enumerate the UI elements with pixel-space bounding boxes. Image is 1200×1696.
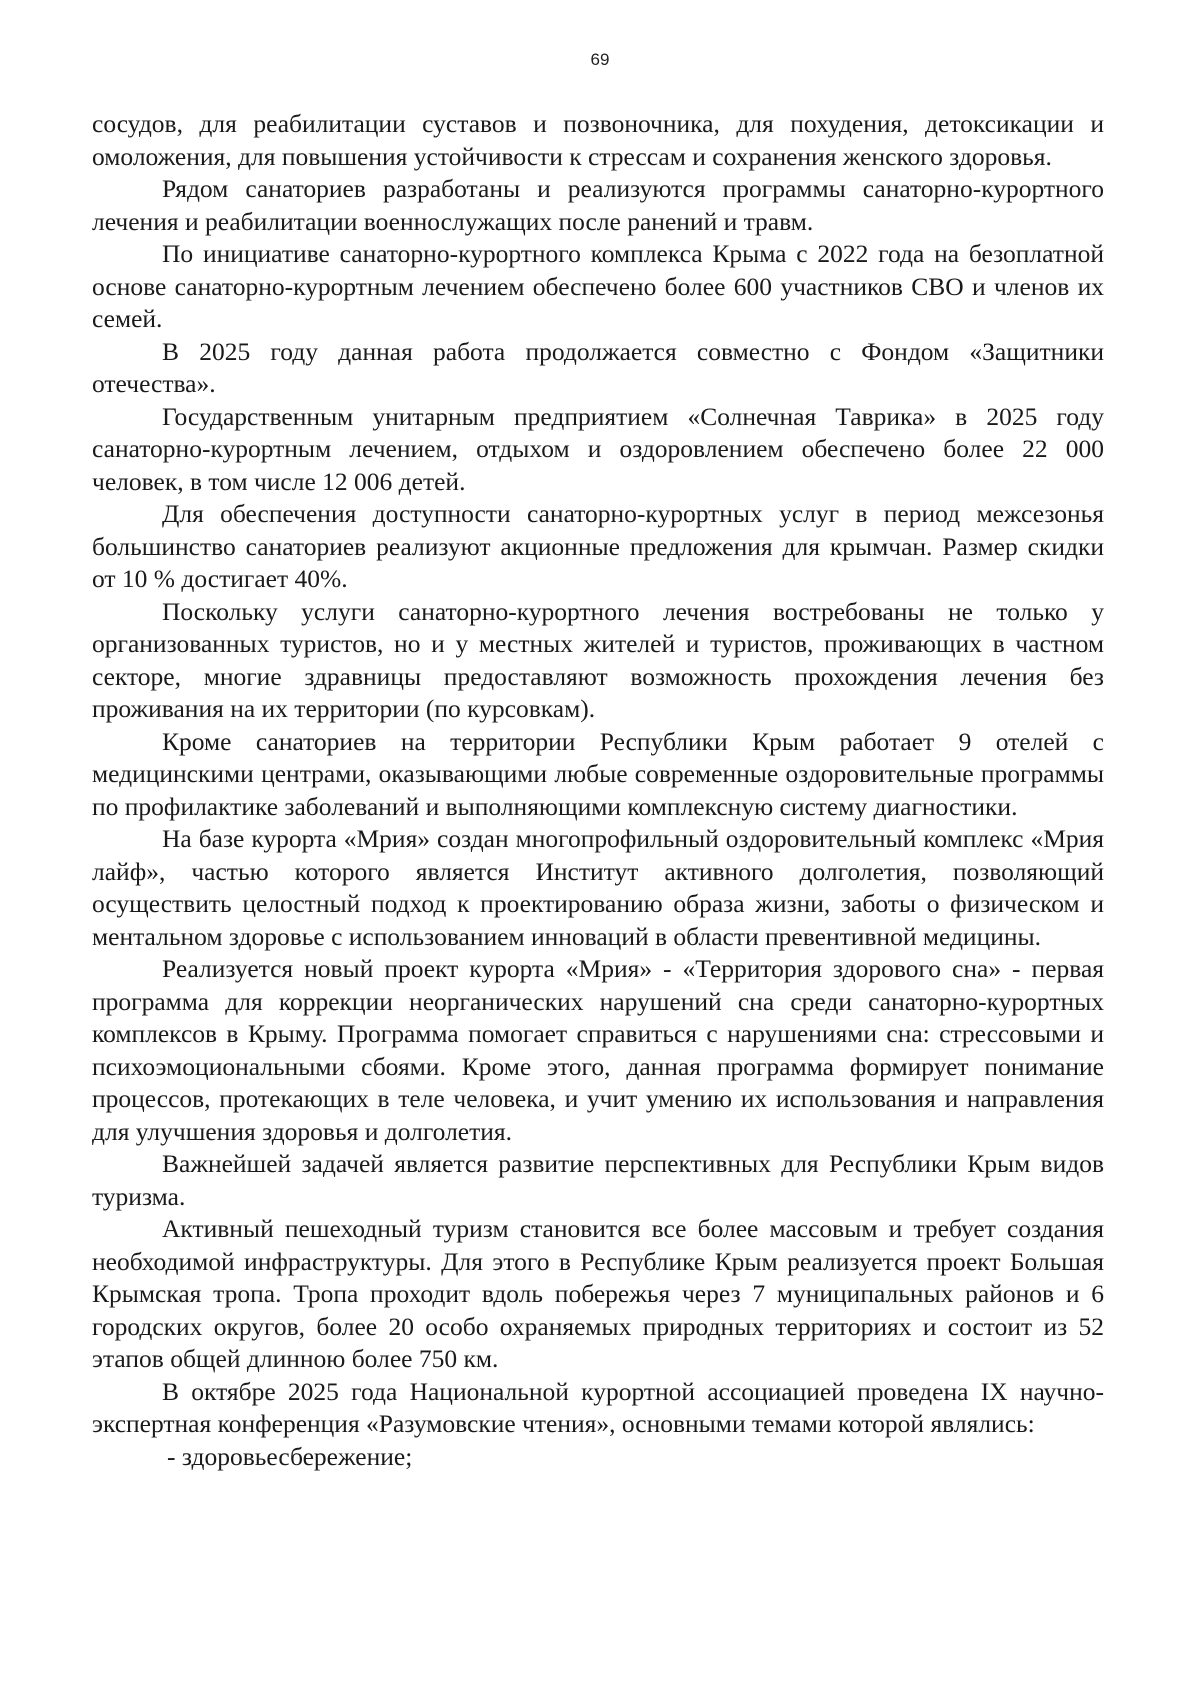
paragraph-crimean-trail: Активный пешеходный туризм становится все более массовым и требует создания необходимой инфраструктуры. Для этого в Республике Крым реализуется проект Большая Крымская тропа. Тропа проходит вдоль побережья через 7 муниципальных районов и 6 городских округов, более 20 особо охраняемых природных территориях и состоит из 52 этапов общей длинною более 750 км. — [92, 1214, 1104, 1373]
paragraph-healthy-sleep: Реализуется новый проект курорта «Мрия» - «Территория здорового сна» - первая программа для коррекции неорганических нарушений сна среди санаторно-курортных комплексов в Крыму. Программа помогает справиться с нарушениями сна: стрессовыми и психоэмоциональными сбоями. Кроме этого, данная программа формирует понимание процессов, протекающих в теле человека, и учит умению их использования и направления для улучшения здоровья и долголетия. — [92, 954, 1104, 1146]
list-item-health-saving: - здоровьесбережение; — [167, 1441, 413, 1471]
paragraph-treatment-without-stay: Поскольку услуги санаторно-курортного лечения востребованы не только у организованных туристов, но и у местных жителей и туристов, проживающих в частном секторе, многие здравницы предоставляют возможность прохождения лечения без проживания на их территории (по курсовкам). — [92, 596, 1104, 723]
paragraph-rehabilitation-programs: Рядом санаториев разработаны и реализуются программы санаторно-курортного лечения и реабилитации военнослужащих после ранений и травм. — [92, 174, 1104, 236]
paragraph-razumovsky-readings: В октябре 2025 года Национальной курортной ассоциацией проведена IX научно-экспертная конференция «Разумовские чтения», основными темами которой являлись: — [92, 1376, 1104, 1438]
paragraph-hotels-medical-centers: Кроме санаториев на территории Республики Крым работает 9 отелей с медицинскими центрами, оказывающими любые современные оздоровительные программы по профилактике заболеваний и выполняющими комплексную систему диагностики. — [92, 726, 1104, 821]
paragraph-off-season-discounts: Для обеспечения доступности санаторно-курортных услуг в период межсезонья большинство санаториев реализуют акционные предложения для крымчан. Размер скидки от 10 % достигает 40%. — [92, 499, 1104, 593]
paragraph-tourism-development: Важнейшей задачей является развитие перспективных для Республики Крым видов туризма. — [92, 1149, 1104, 1211]
paragraph-mriya-life: На базе курорта «Мрия» создан многопрофильный оздоровительный комплекс «Мрия лайф», частью которого является Институт активного долголетия, позволяющий осуществить целостный подход к проектированию образа жизни, заботы о физическом и ментальном здоровье с использованием инноваций в области превентивной медицины. — [92, 824, 1104, 951]
page-number: 69 — [590, 50, 610, 69]
paragraph-solnechnaya-tavrika: Государственным унитарным предприятием «Солнечная Таврика» в 2025 году санаторно-курортным лечением, отдыхом и оздоровлением обеспечено более 22 000 человек, в том числе 12 006 детей. — [92, 401, 1104, 496]
paragraph-svo-participants: По инициативе санаторно-курортного комплекса Крыма с 2022 года на безоплатной основе санаторно-курортным лечением обеспечено более 600 участников СВО и членов их семей. — [92, 239, 1104, 333]
document-body — [92, 108, 1104, 1473]
paragraph-fund-defenders: В 2025 году данная работа продолжается совместно с Фондом «Защитники отечества». — [92, 336, 1104, 398]
paragraph-continuation: сосудов, для реабилитации суставов и позвоночника, для похудения, детоксикации и омоложения, для повышения устойчивости к стрессам и сохранения женского здоровья. — [92, 109, 1104, 171]
